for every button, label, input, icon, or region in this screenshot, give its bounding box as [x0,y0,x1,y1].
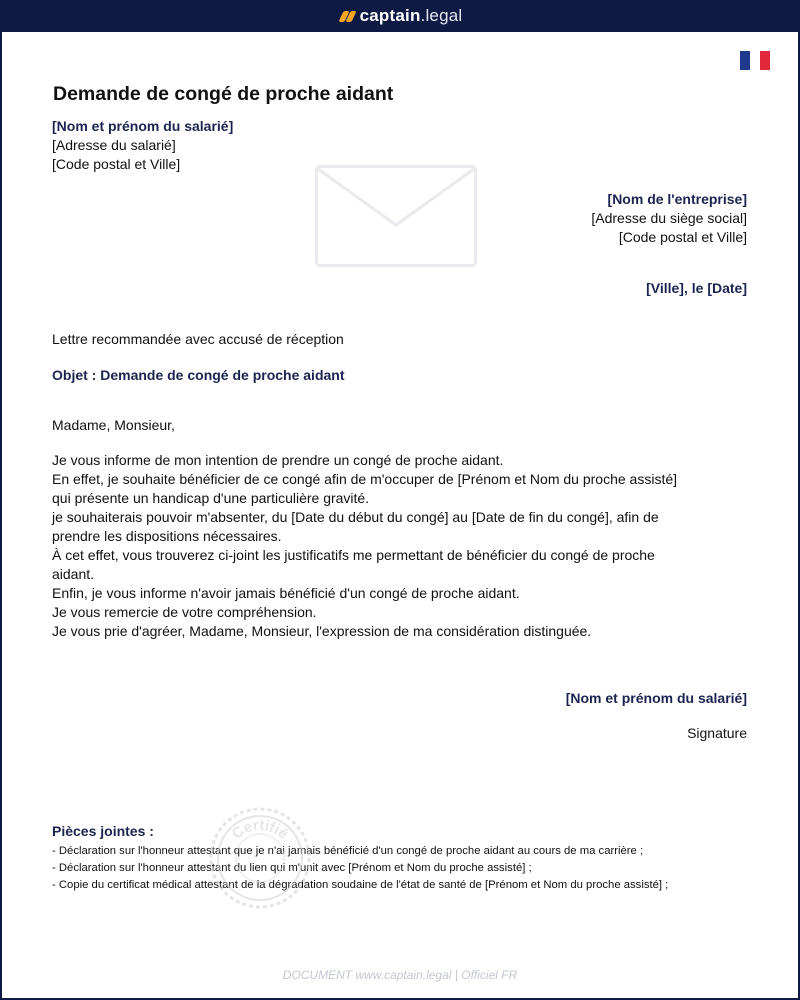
attachment-item: - Déclaration sur l'honneur attestant du lien qui m'unit avec [Prénom et Nom du proche assisté] ; [52,862,532,874]
mail-type: Lettre recommandée avec accusé de réception [52,331,344,347]
captain-logo-icon [338,9,356,23]
attachment-item: - Déclaration sur l'honneur attestant que je n'ai jamais bénéficié d'un congé de proche aidant au cours de ma carrière ; [52,845,644,857]
salutation: Madame, Monsieur, [52,417,175,433]
envelope-icon [315,165,477,267]
brand-logo[interactable] [338,6,463,26]
body-line: Je vous informe de mon intention de prendre un congé de proche aidant. [52,452,504,468]
signature-label: Signature [687,725,747,741]
recipient-city: [Code postal et Ville] [618,229,747,245]
footer-text: DOCUMENT www.captain.legal | Officiel FR [282,968,518,982]
header-bar [0,0,800,32]
body-line: En effet, je souhaite bénéficier de ce congé afin de m'occuper de [Prénom et Nom du proche assisté] [52,471,678,487]
document-title: Demande de congé de proche aidant [53,83,394,105]
body-line: aidant. [52,566,95,582]
attachments-list [52,843,668,894]
letter-body [52,451,742,641]
body-line: Je vous remercie de votre compréhension. [52,604,317,620]
body-line: qui présente un handicap d'une particulière gravité. [52,490,370,506]
body-line: prendre les dispositions nécessaires. [52,528,282,544]
body-line: À cet effet, vous trouverez ci-joint les justificatifs me permettant de bénéficier du congé de proche [52,547,655,563]
subject-line: Objet : Demande de congé de proche aidant [52,367,345,383]
body-line: Je vous prie d'agréer, Madame, Monsieur, l'expression de ma considération distinguée. [52,623,592,639]
certified-stamp-icon [208,806,312,910]
attachments-title: Pièces jointes : [52,823,154,839]
france-flag-icon[interactable] [740,51,770,70]
body-line: Enfin, je vous informe n'avoir jamais bénéficié d'un congé de proche aidant. [52,585,520,601]
recipient-address: [Adresse du siège social] [591,210,747,226]
signature-name: [Nom et prénom du salarié] [565,690,747,706]
sender-city: [Code postal et Ville] [52,156,181,172]
sender-name: [Nom et prénom du salarié] [52,118,234,134]
body-line: je souhaiterais pouvoir m'absenter, du [Date du début du congé] au [Date de fin du congé], afin de [52,509,659,525]
attachment-item: - Copie du certificat médical attestant de la dégradation soudaine de l'état de santé de [Prénom et Nom du proche assisté] ; [52,879,669,891]
recipient-company: [Nom de l'entreprise] [607,191,747,207]
brand-name: captain.legal [359,6,463,25]
sender-address: [Adresse du salarié] [52,137,176,153]
svg-text:Certifié: Certifié [228,816,292,843]
place-date: [Ville], le [Date] [646,280,747,296]
